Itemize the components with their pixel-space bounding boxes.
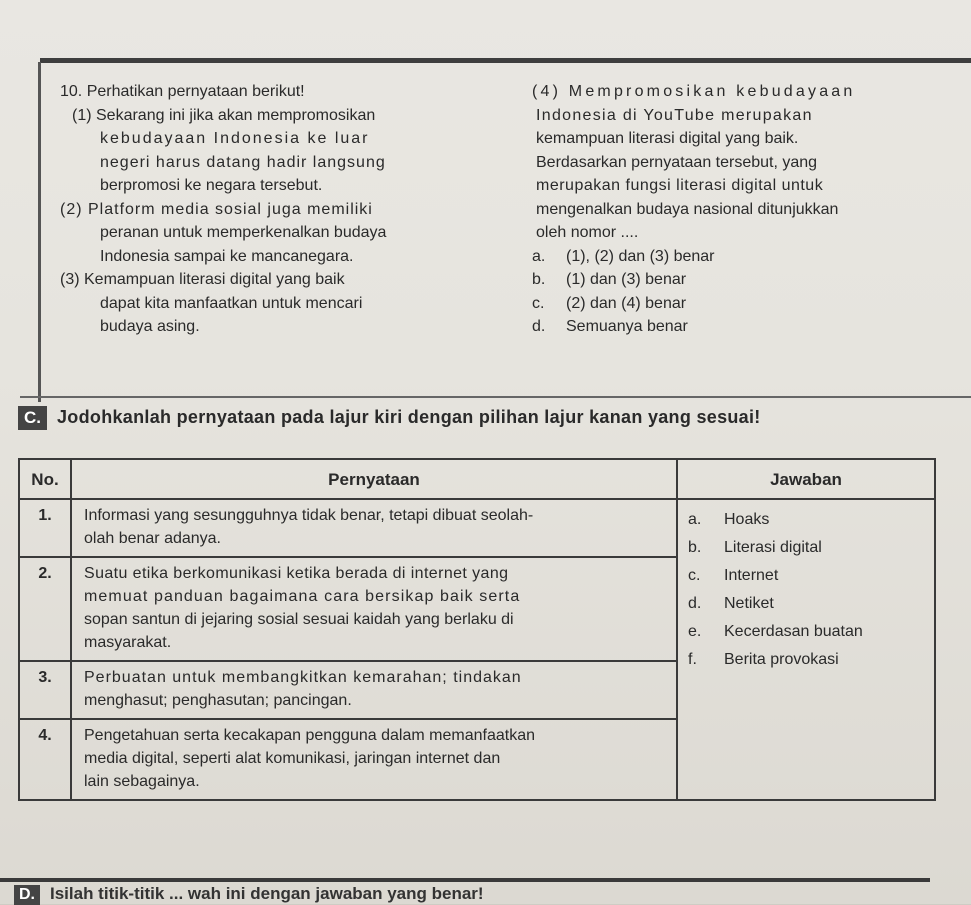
header-statement: Pernyataan (71, 459, 677, 499)
question-10-left-column (60, 80, 470, 339)
answer-text: Netiket (724, 595, 774, 612)
section-d-rule (0, 878, 930, 882)
answer-letter: c. (688, 567, 701, 584)
answer-text: Literasi digital (724, 539, 822, 556)
option-letter: d. (532, 318, 546, 335)
option-letter: b. (532, 271, 546, 288)
section-d-text: Isilah titik-titik ... wah ini dengan jawaban yang benar! (50, 884, 484, 903)
row-statement (71, 719, 677, 800)
statement-2-line: Indonesia sampai ke mancanegara. (100, 247, 354, 265)
header-no: No. (19, 459, 71, 499)
statement-line: masyarakat. (84, 634, 172, 651)
option-text: (2) dan (4) benar (566, 294, 687, 312)
statement-1-line: berpromosi ke negara tersebut. (100, 177, 323, 194)
header-answer: Jawaban (677, 459, 935, 499)
option-text: (1), (2) dan (3) benar (566, 247, 715, 265)
question-prompt-line: oleh nomor .... (536, 224, 639, 241)
answer-d (688, 592, 924, 615)
statement-2-line: peranan untuk memperkenalkan budaya (100, 224, 387, 241)
statement-line: Suatu etika berkomunikasi ketika berada di internet yang (84, 565, 509, 582)
table-row (19, 499, 935, 557)
statement-line: sopan santun di jejaring sosial sesuai kaidah yang berlaku di (84, 611, 514, 628)
top-border (40, 58, 971, 63)
statement-1-line: (1) Sekarang ini jika akan mempromosikan (72, 106, 376, 124)
statement-2-line: (2) Platform media sosial juga memiliki (60, 200, 373, 218)
statement-1-line: negeri harus datang hadir langsung (100, 153, 386, 171)
question-10-right-column (532, 80, 952, 339)
answer-text: Berita provokasi (724, 651, 839, 668)
answer-a (688, 508, 924, 531)
statement-3-line: (3) Kemampuan literasi digital yang baik (60, 271, 345, 288)
answer-text: Hoaks (724, 511, 770, 528)
answer-text: Kecerdasan buatan (724, 623, 863, 640)
statement-line: Perbuatan untuk membangkitkan kemarahan; tindakan (84, 669, 522, 686)
answer-letter: d. (688, 595, 702, 612)
option-text: (1) dan (3) benar (566, 271, 687, 288)
left-border (38, 62, 41, 402)
statement-4-line: kemampuan literasi digital yang baik. (536, 130, 799, 147)
row-statement (71, 661, 677, 719)
statement-line: Pengetahuan serta kecakapan pengguna dalam memanfaatkan (84, 727, 535, 744)
statement-line: media digital, seperti alat komunikasi, jaringan internet dan (84, 750, 501, 767)
option-letter: a. (532, 247, 546, 265)
answer-f (688, 648, 924, 671)
answer-b (688, 536, 924, 559)
table-header-row (19, 459, 935, 499)
section-divider (20, 396, 971, 398)
row-number: 3. (19, 661, 71, 719)
answer-c (688, 564, 924, 587)
row-number: 2. (19, 557, 71, 661)
statement-line: Informasi yang sesungguhnya tidak benar, tetapi dibuat seolah- (84, 507, 534, 524)
option-letter: c. (532, 294, 545, 312)
statement-3-line: dapat kita manfaatkan untuk mencari (100, 294, 363, 312)
matching-table (18, 458, 936, 801)
statement-line: olah benar adanya. (84, 530, 221, 547)
option-d[interactable] (532, 315, 952, 339)
option-a[interactable] (532, 245, 952, 269)
answer-e (688, 620, 924, 643)
answer-letter: e. (688, 623, 702, 640)
section-d-badge: D. (14, 885, 40, 905)
answer-letter: f. (688, 651, 697, 668)
statement-3-line: budaya asing. (100, 318, 200, 335)
statement-line: lain sebagainya. (84, 773, 200, 790)
answer-letter: b. (688, 539, 702, 556)
option-c[interactable] (532, 292, 952, 316)
answer-column (677, 499, 935, 800)
statement-4-line: (4) Mempromosikan kebudayaan (532, 83, 856, 100)
statement-4-line: Indonesia di YouTube merupakan (536, 106, 813, 124)
question-prompt-line: Berdasarkan pernyataan tersebut, yang (536, 153, 818, 171)
question-heading: 10. Perhatikan pernyataan berikut! (60, 83, 305, 100)
statement-1-line: kebudayaan Indonesia ke luar (100, 130, 370, 147)
row-statement (71, 557, 677, 661)
row-number: 1. (19, 499, 71, 557)
section-c-title: Jodohkanlah pernyataan pada lajur kiri dengan pilihan lajur kanan yang sesuai! (57, 407, 761, 427)
option-text: Semuanya benar (566, 318, 688, 335)
statement-line: memuat panduan bagaimana cara bersikap baik serta (84, 588, 521, 605)
option-b[interactable] (532, 268, 952, 292)
question-prompt-line: mengenalkan budaya nasional ditunjukkan (536, 200, 839, 218)
section-c-heading (18, 406, 971, 434)
answer-text: Internet (724, 567, 779, 584)
answer-letter: a. (688, 511, 702, 528)
row-statement (71, 499, 677, 557)
section-d-line (14, 884, 484, 905)
row-number: 4. (19, 719, 71, 800)
question-prompt-line: merupakan fungsi literasi digital untuk (536, 177, 824, 194)
section-d-heading (0, 878, 971, 904)
statement-line: menghasut; penghasutan; pancingan. (84, 692, 352, 709)
section-c-badge: C. (18, 406, 47, 430)
